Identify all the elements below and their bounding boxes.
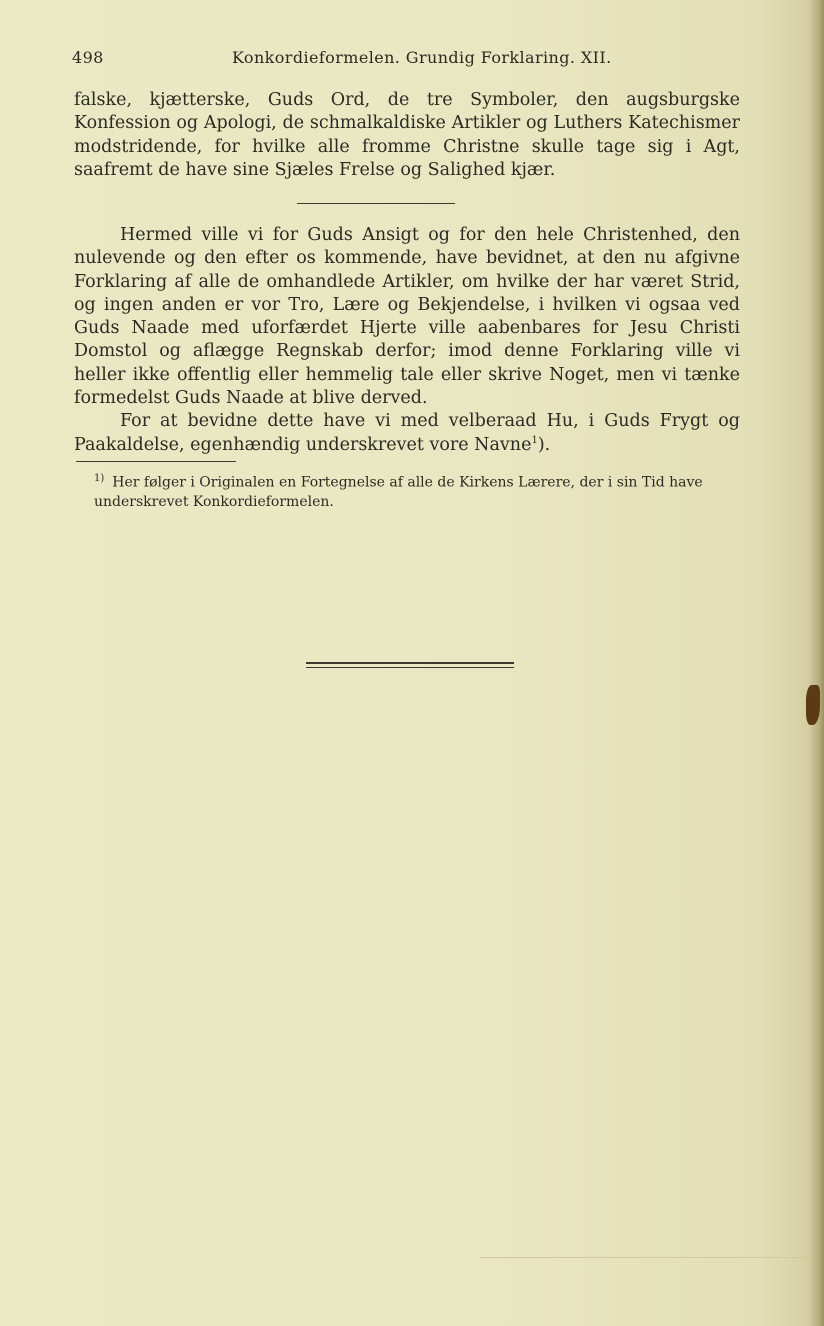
- signature-paragraph-end: ).: [537, 434, 551, 455]
- paragraph-continuation: [74, 89, 740, 182]
- section-divider: [297, 203, 455, 204]
- page-edge: [810, 0, 824, 1326]
- footnote-divider: [76, 461, 236, 462]
- footnote-reference: 1: [531, 434, 538, 446]
- running-header: [72, 48, 612, 74]
- paragraph-text: falske, kjætterske, Guds Ord, de tre Symboler, den augsburgske Konfession og Apologi, de schmalkaldiske Artikler og Luthers Katechismer modstridende, for hvilke alle fromme Christne skulle tage sig i Agt, saafremt de have sine Sjæles Frelse og Salighed kjær.: [74, 90, 740, 180]
- page-number: 498: [72, 48, 104, 67]
- signature-paragraph-text: For at bevidne dette have vi med velberaad Hu, i Guds Frygt og Paakaldelse, egenhændig underskrevet vore Navne: [74, 411, 740, 455]
- footnote-marker: 1): [94, 473, 105, 484]
- signature-paragraph: [74, 410, 740, 457]
- running-title: Konkordieformelen. Grundig Forklaring. XII.: [232, 48, 612, 67]
- footnote: [94, 469, 740, 512]
- declaration-paragraph: Hermed ville vi for Guds Ansigt og for den hele Christenhed, den nulevende og den efter os kommende, have bevidnet, at den nu afgivne Forklaring af alle de omhandlede Artikler, om hvilke der har været Strid, og ingen anden er vor Tro, Lære og Bekjendelse, i hvilken vi ogsaa ved Guds Naade med uforfærdet Hjerte ville aabenbares for Jesu Christi Domstol og aflægge Regnskab derfor; imod denne Forklaring ville vi heller ikke offentlig eller hemmelig tale eller skrive Noget, men vi tænke formedelst Guds Naade at blive derved.: [74, 225, 740, 409]
- page-stain: [806, 685, 820, 725]
- end-rule-thin: [306, 667, 514, 668]
- closing-paragraphs: [74, 224, 740, 457]
- scan-artifact-line: [480, 1257, 810, 1258]
- footnote-text: Her følger i Originalen en Fortegnelse af alle de Kirkens Lærere, der i sin Tid have underskrevet Konkordieformelen.: [94, 474, 703, 510]
- end-rule: [306, 662, 514, 664]
